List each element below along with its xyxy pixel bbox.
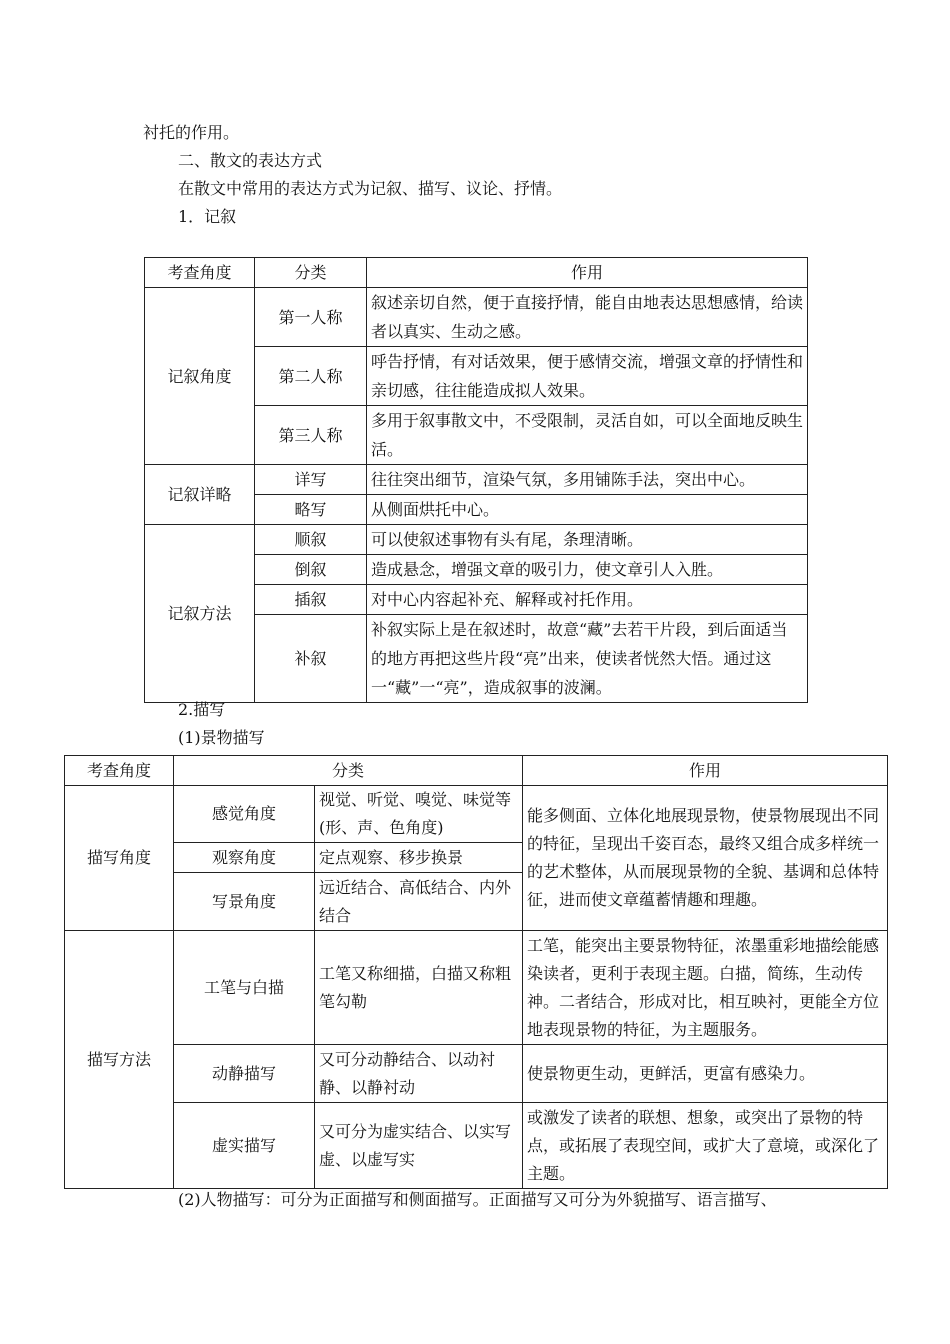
effect-cell: 多用于叙事散文中，不受限制，灵活自如，可以全面地反映生活。 [367, 406, 808, 465]
type-cell: 插叙 [255, 585, 367, 615]
section-description-title: 2.描写 [178, 700, 226, 719]
type-cell: 略写 [255, 495, 367, 525]
type-cell: 顺叙 [255, 525, 367, 555]
effect-cell: 工笔，能突出主要景物特征，浓墨重彩地描绘能感染读者，更利于表现主题。白描，简练，生动传神。二者结合，形成对比，相互映衬，更能全方位地表现景物的特征，为主题服务。 [523, 931, 888, 1045]
effect-cell: 对中心内容起补充、解释或衬托作用。 [367, 585, 808, 615]
type-cell: 倒叙 [255, 555, 367, 585]
effect-cell: 叙述亲切自然，便于直接抒情，能自由地表达思想感情，给读者以真实、生动之感。 [367, 288, 808, 347]
angle-cell: 记叙方法 [145, 525, 255, 703]
type-cell: 写景角度 [174, 873, 315, 931]
intro-line-1: 衬托的作用。 [143, 123, 240, 142]
effect-cell: 使景物更生动，更鲜活，更富有感染力。 [523, 1045, 888, 1103]
type-cell: 动静描写 [174, 1045, 315, 1103]
effect-cell: 从侧面烘托中心。 [367, 495, 808, 525]
effect-cell: 补叙实际上是在叙述时，故意“藏”去若干片段，到后面适当的地方再把这些片段“亮”出来，使读者恍然大悟。通过这一“藏”一“亮”，造成叙事的波澜。 [367, 615, 808, 703]
type-cell: 感觉角度 [174, 786, 315, 843]
effect-cell: 呼告抒情，有对话效果，便于感情交流，增强文章的抒情性和亲切感，往往能造成拟人效果。 [367, 347, 808, 406]
type-cell: 补叙 [255, 615, 367, 703]
table-header: 作用 [367, 258, 808, 288]
type-cell: 第一人称 [255, 288, 367, 347]
table-header: 考查角度 [145, 258, 255, 288]
desc-cell: 工笔又称细描，白描又称粗笔勾勒 [315, 931, 523, 1045]
effect-cell: 造成悬念，增强文章的吸引力，使文章引人入胜。 [367, 555, 808, 585]
angle-cell: 记叙角度 [145, 288, 255, 465]
desc-cell: 又可分动静结合、以动衬静、以静衬动 [315, 1045, 523, 1103]
subheading-scenery: (1)景物描写 [178, 728, 265, 747]
angle-cell: 记叙详略 [145, 465, 255, 525]
table-header: 分类 [255, 258, 367, 288]
effect-cell: 往往突出细节，渲染气氛，多用铺陈手法，突出中心。 [367, 465, 808, 495]
table-header: 分类 [174, 756, 523, 786]
effect-cell: 或激发了读者的联想、想象，或突出了景物的特点，或拓展了表现空间，或扩大了意境，或深化了主题。 [523, 1103, 888, 1189]
character-description-line: (2)人物描写：可分为正面描写和侧面描写。正面描写又可分为外貌描写、语言描写、 [178, 1190, 777, 1209]
subheading-narration: 1．记叙 [178, 207, 237, 226]
desc-cell: 视觉、听觉、嗅觉、味觉等(形、声、色角度) [315, 786, 523, 843]
description-table [64, 755, 888, 1189]
type-cell: 详写 [255, 465, 367, 495]
effect-cell: 可以使叙述事物有头有尾，条理清晰。 [367, 525, 808, 555]
desc-cell: 又可分为虚实结合、以实写虚、以虚写实 [315, 1103, 523, 1189]
narration-table [144, 257, 808, 703]
intro-paragraph: 在散文中常用的表达方式为记叙、描写、议论、抒情。 [178, 179, 563, 198]
type-cell: 观察角度 [174, 843, 315, 873]
type-cell: 第三人称 [255, 406, 367, 465]
angle-cell: 描写角度 [65, 786, 174, 931]
desc-cell: 远近结合、高低结合、内外结合 [315, 873, 523, 931]
type-cell: 第二人称 [255, 347, 367, 406]
effect-cell: 能多侧面、立体化地展现景物，使景物展现出不同的特征，呈现出千姿百态，最终又组合成多样统一的艺术整体，从而展现景物的全貌、基调和总体特征，进而使文章蕴蓄情趣和理趣。 [523, 786, 888, 931]
table-header: 作用 [523, 756, 888, 786]
desc-cell: 定点观察、移步换景 [315, 843, 523, 873]
type-cell: 虚实描写 [174, 1103, 315, 1189]
table-header: 考查角度 [65, 756, 174, 786]
section-heading: 二、散文的表达方式 [178, 151, 323, 170]
type-cell: 工笔与白描 [174, 931, 315, 1045]
angle-cell: 描写方法 [65, 931, 174, 1189]
